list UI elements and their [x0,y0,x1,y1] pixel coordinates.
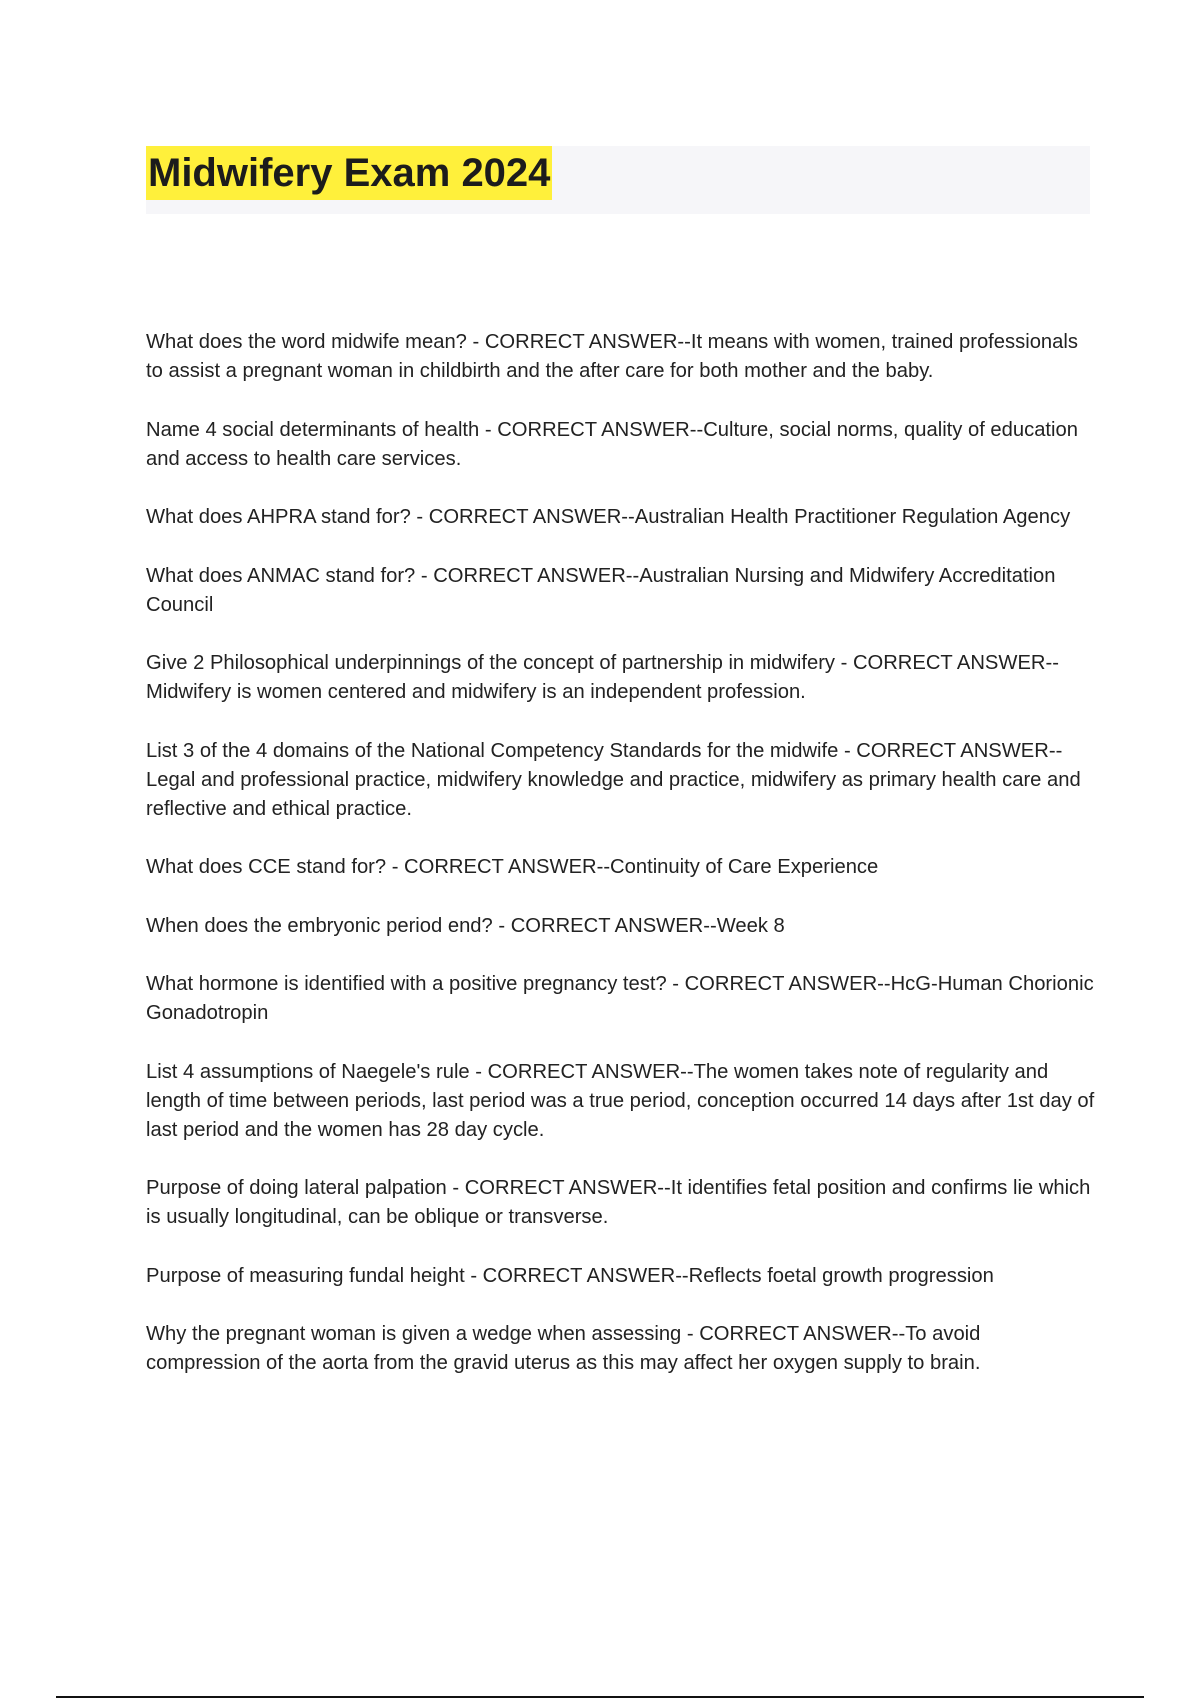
document-title: Midwifery Exam 2024 [146,146,552,200]
qa-item: What does ANMAC stand for? - CORRECT ANSWER--Australian Nursing and Midwifery Accreditation Council [146,564,1056,616]
qa-item: Name 4 social determinants of health - CORRECT ANSWER--Culture, social norms, quality of education and access to health care services. [146,418,1078,470]
qa-item: What does the word midwife mean? - CORRECT ANSWER--It means with women, trained professionals to assist a pregnant woman in childbirth and the after care for both mother and the baby. [146,331,1078,382]
title-band [146,146,1090,214]
footer-rule [56,1696,1144,1698]
qa-list [146,328,1096,1408]
qa-item: List 3 of the 4 domains of the National Competency Standards for the midwife - CORRECT ANSWER--Legal and professional practice, midwifery knowledge and practice, midwifery as primary health care and reflective and ethical practice. [146,739,1081,820]
qa-item: Give 2 Philosophical underpinnings of the concept of partnership in midwifery - CORRECT ANSWER--Midwifery is women centered and midwifery is an independent profession. [146,652,1059,703]
qa-item: Purpose of measuring fundal height - CORRECT ANSWER--Reflects foetal growth progression [146,1264,994,1287]
qa-item: What does AHPRA stand for? - CORRECT ANSWER--Australian Health Practitioner Regulation Agency [146,506,1071,528]
qa-item: Why the pregnant woman is given a wedge when assessing - CORRECT ANSWER--To avoid compression of the aorta from the gravid uterus as this may affect her oxygen supply to brain. [146,1323,981,1374]
qa-item: List 4 assumptions of Naegele's rule - CORRECT ANSWER--The women takes note of regularity and length of time between periods, last period was a true period, conception occurred 14 days after 1st day of last period and the women has 28 day cycle. [146,1060,1095,1141]
qa-item: What does CCE stand for? - CORRECT ANSWER--Continuity of Care Experience [146,856,879,878]
qa-item: What hormone is identified with a positive pregnancy test? - CORRECT ANSWER--HcG-Human Chorionic Gonadotropin [146,973,1094,1024]
qa-item: When does the embryonic period end? - CORRECT ANSWER--Week 8 [146,914,785,937]
qa-item: Purpose of doing lateral palpation - CORRECT ANSWER--It identifies fetal position and confirms lie which is usually longitudinal, can be oblique or transverse. [146,1177,1091,1228]
